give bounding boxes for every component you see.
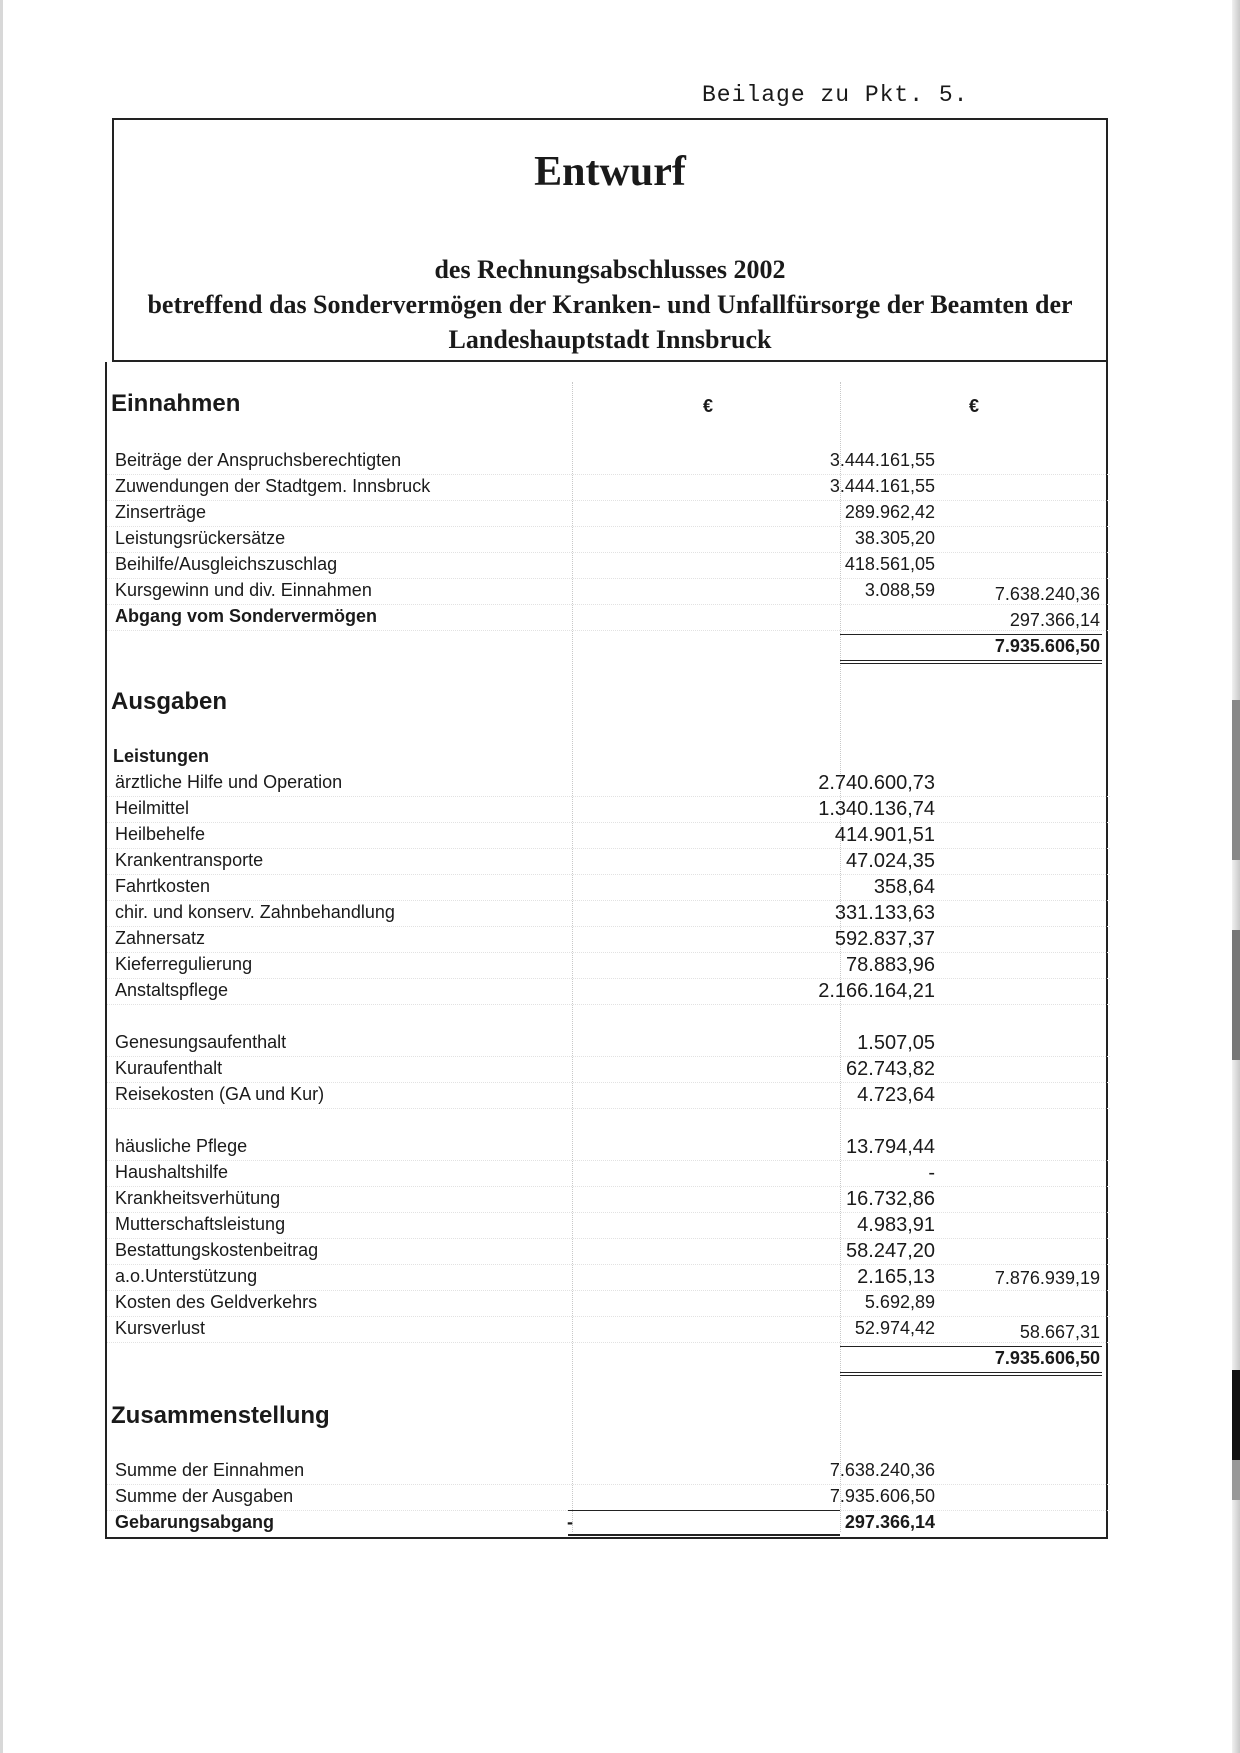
table-row: Beihilfe/Ausgleichszuschlag 418.561,05 [107,552,1110,579]
table-row: Abgang vom Sondervermögen 297.366,14 [107,604,1110,631]
table-row: Bestattungskostenbeitrag 58.247,20 [107,1238,1110,1265]
table-row: a.o.Unterstützung 2.165,13 7.876.939,19 [107,1264,1110,1291]
attachment-note: Beilage zu Pkt. 5. [702,82,969,108]
summary-heading: Zusammenstellung [111,1402,330,1429]
table-row: Kursverlust 52.974,42 58.667,31 [107,1316,1110,1343]
document-title: Entwurf [534,149,686,195]
scan-edge-left [0,0,3,1753]
currency-col2: € [969,396,980,416]
table-row: Kieferregulierung 78.883,96 [107,952,1110,979]
table-row: Zahnersatz 592.837,37 [107,926,1110,953]
table-row: Mutterschaftsleistung 4.983,91 [107,1212,1110,1239]
table-row: Summe der Einnahmen 7.638.240,36 [107,1458,1110,1485]
table-row: häusliche Pflege 13.794,44 [107,1134,1110,1161]
expenses-subheading: Leistungen [113,746,210,766]
table-row: Fahrtkosten 358,64 [107,874,1110,901]
table-row: chir. und konserv. Zahnbehandlung 331.133,63 [107,900,1110,927]
table-row: Krankentransporte 47.024,35 [107,848,1110,875]
table-row: Anstaltspflege 2.166.164,21 [107,978,1110,1005]
result-rule [568,1534,840,1536]
table-row: Kursgewinn und div. Einnahmen 3.088,59 7.638.240,36 [107,578,1110,605]
document-subtitle [114,252,1106,357]
table-row: Kosten des Geldverkehrs 5.692,89 [107,1290,1110,1317]
table-row: Zinserträge 289.962,42 [107,500,1110,527]
income-total-row: 7.935.606,50 [994,636,1100,656]
table-row: Zuwendungen der Stadtgem. Innsbruck 3.444.161,55 [107,474,1110,501]
table-row: Beiträge der Anspruchsberechtigten 3.444.161,55 [107,448,1110,475]
table-row: Summe der Ausgaben 7.935.606,50 [107,1484,1110,1511]
scan-mark [1232,930,1240,1060]
table-row: ärztliche Hilfe und Operation 2.740.600,73 [107,770,1110,797]
total-double-rule [840,660,1102,664]
total-double-rule [840,1372,1102,1376]
result-row: Gebarungsabgang - 297.366,14 [115,1512,935,1532]
table-row: Reisekosten (GA und Kur) 4.723,64 [107,1082,1110,1109]
expenses-total-row: 7.935.606,50 [994,1348,1100,1368]
scan-mark [1232,1370,1240,1460]
subtitle-line-1: des Rechnungsabschlusses 2002 [434,255,786,284]
currency-col1: € [703,396,714,416]
subtitle-line-3: Landeshauptstadt Innsbruck [448,325,772,354]
title-box [112,118,1108,362]
scan-mark [1232,700,1240,860]
table-row: Heilmittel 1.340.136,74 [107,796,1110,823]
table-row: Kuraufenthalt 62.743,82 [107,1056,1110,1083]
expenses-heading: Ausgaben [111,688,228,715]
table-row: Genesungsaufenthalt 1.507,05 [107,1030,1110,1057]
table-row: Leistungsrückersätze 38.305,20 [107,526,1110,553]
table-row: Haushaltshilfe - [107,1160,1110,1187]
income-heading: Einnahmen [111,390,241,417]
table-row: Heilbehelfe 414.901,51 [107,822,1110,849]
scan-mark [1232,1460,1240,1500]
table-row: Krankheitsverhütung 16.732,86 [107,1186,1110,1213]
subtitle-line-2: betreffend das Sondervermögen der Kranken- und Unfallfürsorge der Beamten der [147,290,1073,319]
accounts-table [105,362,1108,1539]
